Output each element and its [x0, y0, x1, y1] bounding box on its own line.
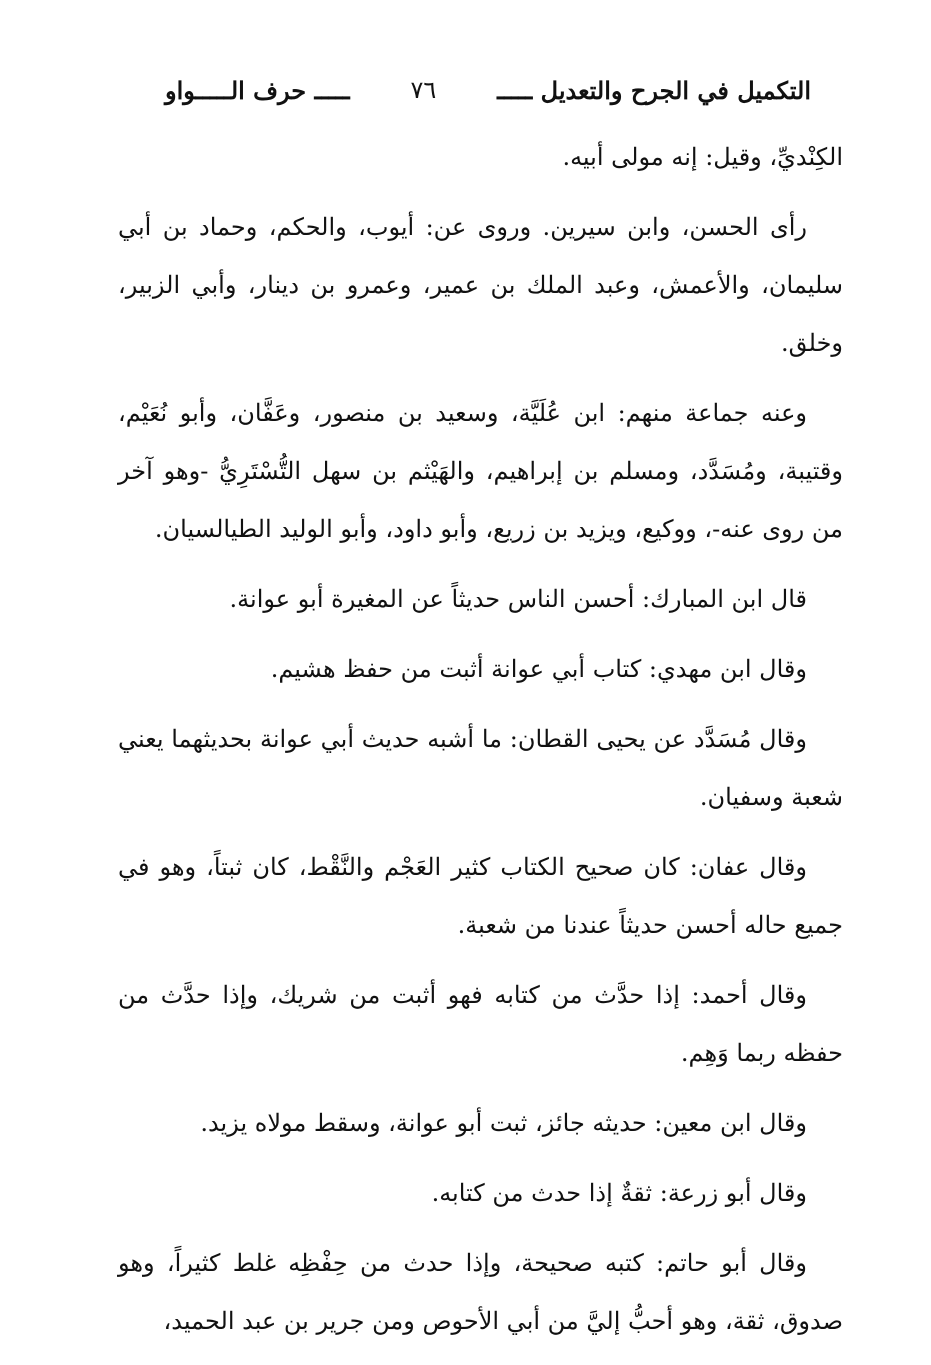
paragraph: قال ابن المبارك: أحسن الناس حديثاً عن المغيرة أبو عوانة. [229, 585, 807, 613]
running-head-section: ـــــ حرف الـــــواو [165, 75, 350, 105]
paragraph: وعنه جماعة منهم: ابن عُلَيَّة، وسعيد بن منصور، وعَفَّان، وأبو نُعَيْم، وقتيبة، ومُسَدَّد، ومسلم بن إبراهيم، والهَيْثم بن سهل التُّسْتَرِيُّ -وهو آخر من روى عنه-، ووكيع، ويزيد بن زريع، وأبو داود، وأبو الوليد الطيالسيان. [118, 399, 843, 543]
body-text [118, 128, 843, 1362]
paragraph: وقال عفان: كان صحيح الكتاب كثير العَجْم والنَّقْط، كان ثبتاً، وهو في جميع حاله أحسن حديثاً عندنا من شعبة. [118, 853, 843, 939]
running-head [165, 70, 811, 110]
paragraph: وقال ابن معين: حديثه جائز، ثبت أبو عوانة، وسقط مولاه يزيد. [200, 1109, 807, 1137]
paragraph: وقال أحمد: إذا حدَّث من كتابه فهو أثبت من شريك، وإذا حدَّث من حفظه ربما وَهِم. [118, 981, 843, 1067]
paragraph: وقال ابن مهدي: كتاب أبي عوانة أثبت من حفظ هشيم. [270, 655, 807, 683]
paragraph: وقال أبو حاتم: كتبه صحيحة، وإذا حدث من حِفْظِه غلط كثيراً، وهو صدوق، ثقة، وهو أحبُّ إليَّ من أبي الأحوص ومن جرير بن عبد الحميد، [118, 1249, 843, 1335]
paragraph: رأى الحسن، وابن سيرين. وروى عن: أيوب، والحكم، وحماد بن أبي سليمان، والأعمش، وعبد الملك بن عمير، وعمرو بن دينار، وأبي الزبير، وخلق. [118, 213, 843, 357]
paragraph: وقال مُسَدَّد عن يحيى القطان: ما أشبه حديث أبي عوانة بحديثهما يعني شعبة وسفيان. [118, 725, 843, 811]
page-number: ٧٦ [410, 76, 437, 104]
running-head-title: التكميل في الجرح والتعديل ـــــ [497, 75, 811, 105]
paragraph: الكِنْديِّ، وقيل: إنه مولى أبيه. [562, 143, 843, 171]
paragraph: وقال أبو زرعة: ثقةٌ إذا حدث من كتابه. [431, 1179, 807, 1207]
